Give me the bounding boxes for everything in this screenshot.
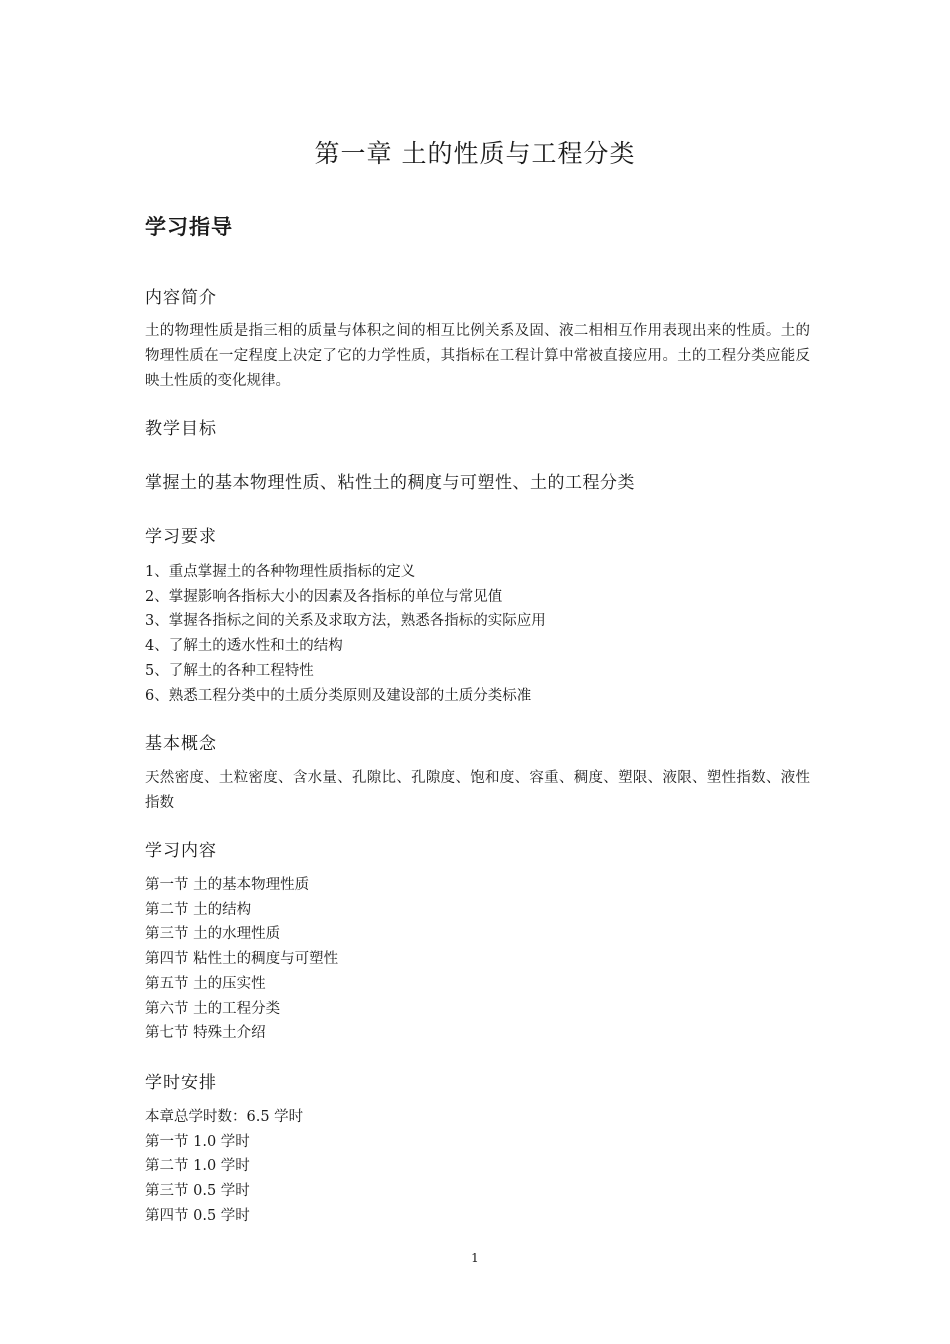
contents-item: 第六节 土的工程分类 <box>145 1000 281 1017</box>
contents-item: 第七节 特殊土介绍 <box>145 1025 266 1042</box>
requirement-item: 6、熟悉工程分类中的土质分类原则及建设部的土质分类标准 <box>145 687 532 704</box>
summary-text: 土的物理性质是指三相的质量与体积之间的相互比例关系及固、液二相相互作用表现出来的性质。土的物理性质在一定程度上决定了它的力学性质，其指标在工程计算中常被直接应用。土的工程分类应能反映土性质的变化规律。 <box>145 323 810 389</box>
page-number: 1 <box>471 1251 479 1265</box>
contents-item: 第五节 土的压实性 <box>145 975 266 992</box>
contents-item: 第三节 土的水理性质 <box>145 926 281 943</box>
concepts-text: 天然密度、土粒密度、含水量、孔隙比、孔隙度、饱和度、容重、稠度、塑限、液限、塑性指数、液性指数 <box>145 770 810 811</box>
chapter-title: 第一章 土的性质与工程分类 <box>314 139 636 168</box>
contents-heading: 学习内容 <box>145 841 217 861</box>
schedule-item: 本章总学时数：6.5 学时 <box>145 1109 304 1125</box>
contents-item: 第一节 土的基本物理性质 <box>145 877 310 893</box>
requirement-item: 5、了解土的各种工程特性 <box>145 662 314 679</box>
requirements-heading: 学习要求 <box>145 527 217 547</box>
schedule-list <box>145 1105 810 1229</box>
requirement-item: 1、重点掌握土的各种物理性质指标的定义 <box>145 564 416 580</box>
requirement-item: 4、了解土的透水性和土的结构 <box>145 638 343 655</box>
concepts-heading: 基本概念 <box>145 734 217 754</box>
schedule-item: 第一节 1.0 学时 <box>145 1133 250 1150</box>
summary-heading: 内容简介 <box>145 288 217 308</box>
schedule-item: 第二节 1.0 学时 <box>145 1158 250 1175</box>
contents-list <box>145 873 810 1046</box>
requirement-item: 2、掌握影响各指标大小的因素及各指标的单位与常见值 <box>145 588 503 605</box>
schedule-heading: 学时安排 <box>145 1073 217 1093</box>
contents-item: 第二节 土的结构 <box>145 901 252 918</box>
schedule-item: 第三节 0.5 学时 <box>145 1183 250 1200</box>
objectives-text: 掌握土的基本物理性质、粘性土的稠度与可塑性、土的工程分类 <box>145 473 635 493</box>
objectives-heading: 教学目标 <box>145 419 217 439</box>
requirements-list <box>145 560 810 708</box>
requirement-item: 3、掌握各指标之间的关系及求取方法，熟悉各指标的实际应用 <box>145 613 546 630</box>
study-guide-heading: 学习指导 <box>145 215 233 239</box>
contents-item: 第四节 粘性土的稠度与可塑性 <box>145 951 339 968</box>
schedule-item: 第四节 0.5 学时 <box>145 1207 250 1224</box>
